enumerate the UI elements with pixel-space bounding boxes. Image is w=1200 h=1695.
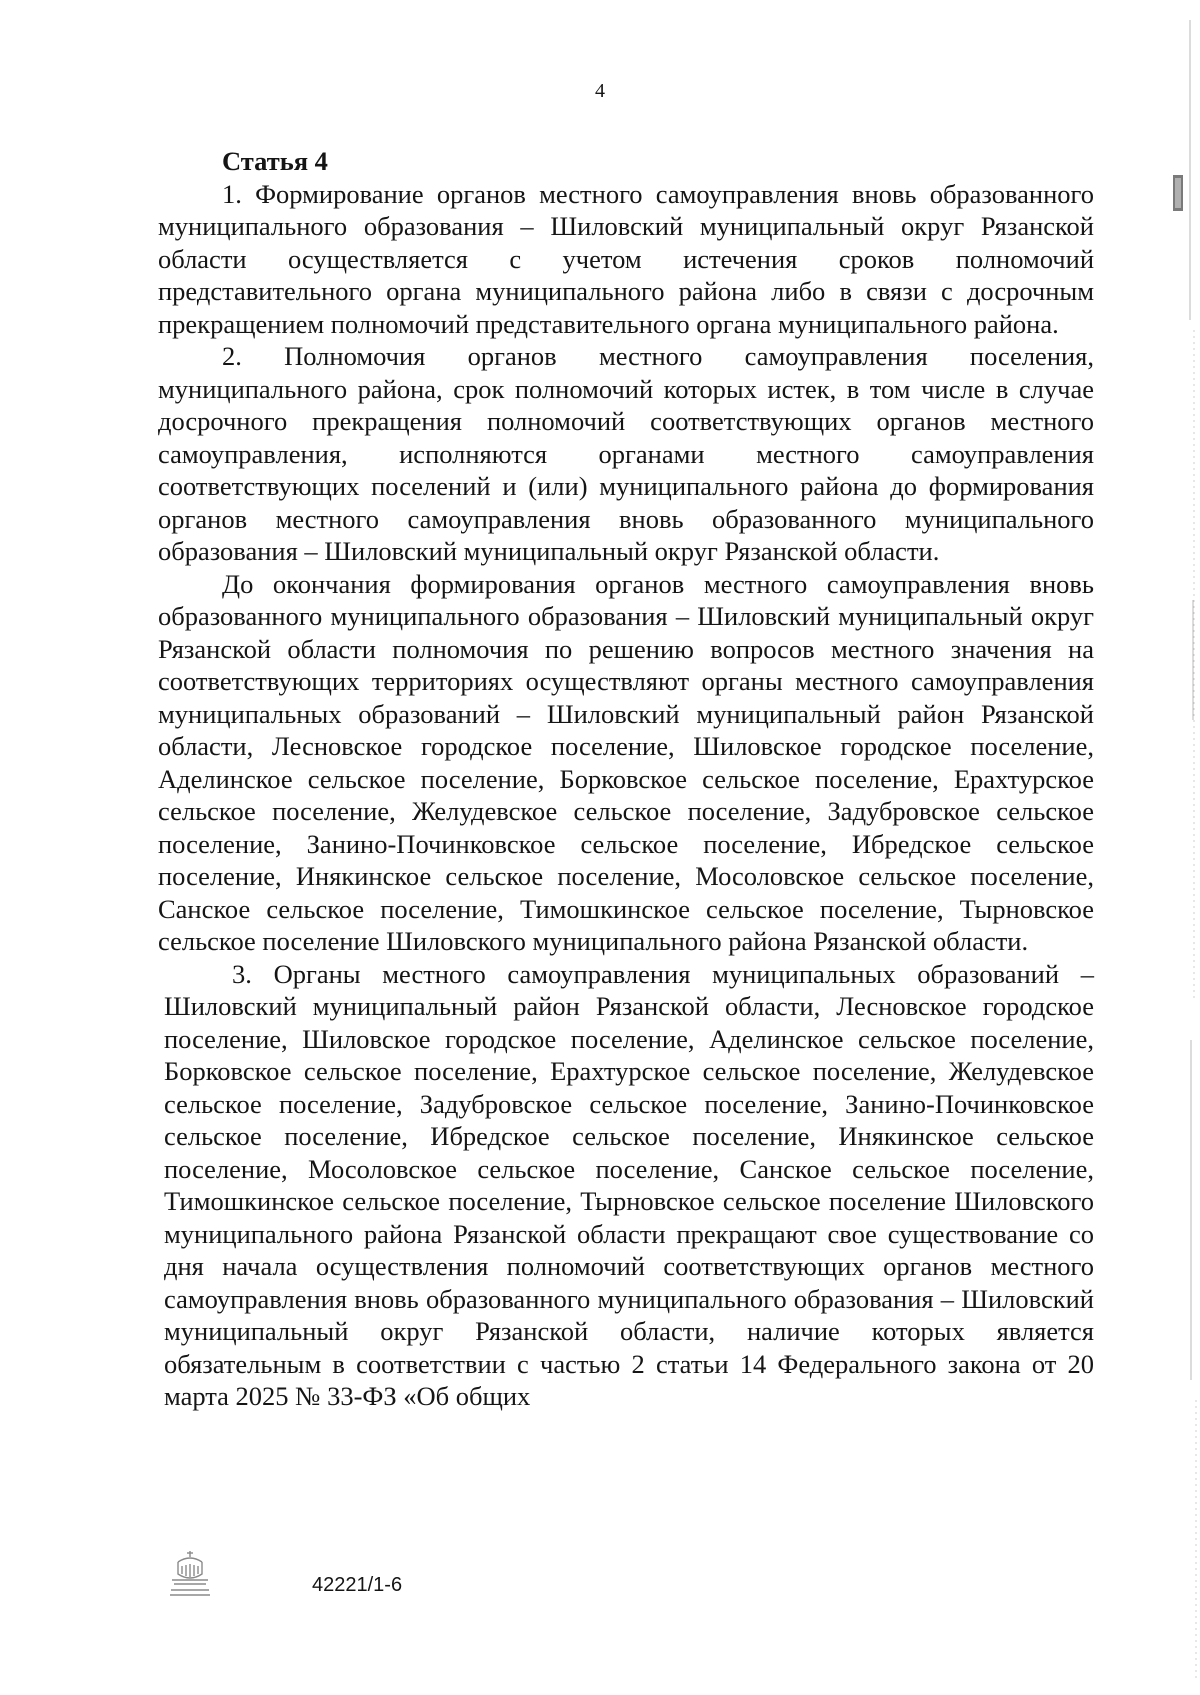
state-emblem-icon [168,1548,212,1598]
scan-edge-artifact [1160,0,1200,1695]
paragraph-2-continuation: До окончания формирования органов местного самоуправления вновь образованного муниципального образования – Шиловский муниципальный округ Рязанской области полномочия по решению вопросов местного значения на соответствующих территориях осуществляют органы местного самоуправления муниципальных образований – Шиловский муниципальный район Рязанской области, Лесновское городское поселение, Шиловское городское поселение, Аделинское сельское поселение, Борковское сельское поселение, Ерахтурское сельское поселение, Желудевское сельское поселение, Задубровское сельское поселение, Занино-Починковское сельское поселение, Ибредское сельское поселение, Инякинское сельское поселение, Мосоловское сельское поселение, Санское сельское поселение, Тимошкинское сельское поселение, Тырновское сельское поселение Шиловского муниципального района Рязанской области. [158,568,1094,956]
page-number: 4 [595,80,605,102]
paragraph-2: 2. Полномочия органов местного самоуправления поселения, муниципального района, срок полномочий которых истек, в том числе в случае досрочного прекращения полномочий соответствующих органов местного самоуправления, исполняются органами местного самоуправления соответствующих поселений и (или) муниципального района до формирования органов местного самоуправления вновь образованного муниципального образования – Шиловский муниципальный округ Рязанской области. [158,341,1094,566]
document-code: 42221/1-6 [312,1574,403,1596]
paragraph-3: 3. Органы местного самоуправления муниципальных образований – Шиловский муниципальный район Рязанской области, Лесновское городское поселение, Шиловское городское поселение, Аделинское сельское поселение, Борковское сельское поселение, Ерахтурское сельское поселение, Желудевское сельское поселение, Задубровское сельское поселение, Занино-Починковское сельское поселение, Ибредское сельское поселение, Инякинское сельское поселение, Мосоловское сельское поселение, Санское сельское поселение, Тимошкинское сельское поселение, Тырновское сельское поселение Шиловского муниципального района Рязанской области прекращают свое существование со дня начала осуществления полномочий соответствующих органов местного самоуправления вновь образованного муниципального образования – Шиловский муниципальный округ Рязанской области, наличие которых является обязательным в соответствии с частью 2 статьи 14 Федерального закона от 20 марта 2025 № 33-ФЗ «Об общих [164,958,1094,1411]
article-title: Статья 4 [222,146,328,176]
document-body [158,145,1094,1413]
paragraph-1: 1. Формирование органов местного самоуправления вновь образованного муниципального образования – Шиловский муниципальный округ Рязанской области осуществляется с учетом истечения сроков полномочий представительного органа муниципального района либо в связи с досрочным прекращением полномочий представительного органа муниципального района. [158,178,1094,339]
